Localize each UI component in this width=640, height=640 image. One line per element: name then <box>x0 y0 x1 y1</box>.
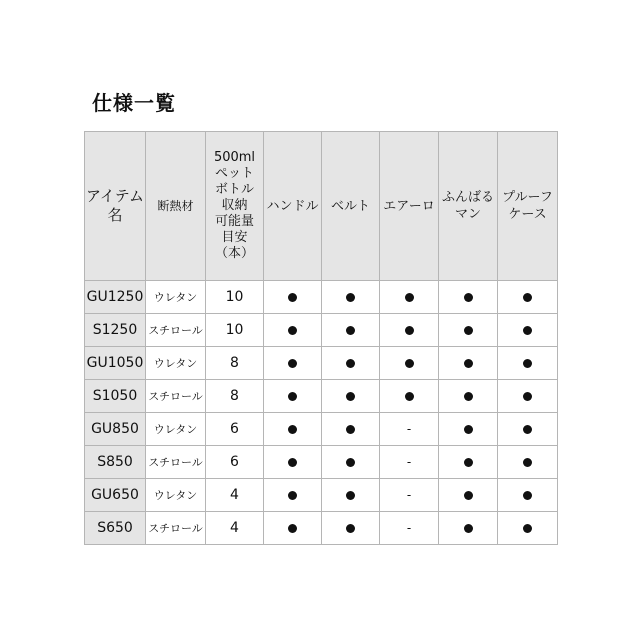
mark-dot-icon <box>346 425 355 434</box>
cell-funbaruman <box>439 512 498 545</box>
mark-dot-icon <box>464 293 473 302</box>
mark-dash: - <box>406 488 412 502</box>
mark-dot-icon <box>464 524 473 533</box>
header-capacity-line: 500ml <box>213 150 256 165</box>
cell-capacity: 10 <box>206 281 264 314</box>
table-row <box>85 446 558 479</box>
mark-dot-icon <box>405 293 414 302</box>
spec-table <box>84 131 558 545</box>
mark-dot-icon <box>464 458 473 467</box>
cell-item-name: S650 <box>85 512 146 545</box>
mark-dot-icon <box>523 458 532 467</box>
cell-funbaruman <box>439 479 498 512</box>
header-funbaruman-line: マン <box>454 207 481 222</box>
mark-dot-icon <box>288 392 297 401</box>
cell-item-name: GU650 <box>85 479 146 512</box>
cell-proof-case <box>498 347 558 380</box>
mark-dot-icon <box>288 359 297 368</box>
cell-air-port <box>380 479 439 512</box>
cell-handle <box>264 281 322 314</box>
cell-insulation: スチロール <box>146 380 206 413</box>
cell-insulation: ウレタン <box>146 347 206 380</box>
mark-dot-icon <box>346 326 355 335</box>
mark-dot-icon <box>523 491 532 500</box>
cell-funbaruman <box>439 413 498 446</box>
cell-handle <box>264 512 322 545</box>
mark-dot-icon <box>346 458 355 467</box>
header-capacity <box>206 132 264 281</box>
mark-dot-icon <box>346 524 355 533</box>
cell-capacity: 4 <box>206 512 264 545</box>
header-item-name-line: 名 <box>107 206 123 224</box>
cell-item-name: GU1050 <box>85 347 146 380</box>
mark-dash: - <box>406 521 412 535</box>
mark-dot-icon <box>346 392 355 401</box>
cell-proof-case <box>498 479 558 512</box>
header-item-name-line: アイテム <box>86 187 144 205</box>
table-row <box>85 314 558 347</box>
header-capacity-line: 可能量 <box>214 214 254 229</box>
header-capacity-line: ボトル <box>214 182 254 197</box>
cell-proof-case <box>498 512 558 545</box>
cell-proof-case <box>498 413 558 446</box>
cell-item-name: S1250 <box>85 314 146 347</box>
table-row <box>85 281 558 314</box>
mark-dot-icon <box>523 425 532 434</box>
cell-handle <box>264 479 322 512</box>
cell-belt <box>322 446 380 479</box>
cell-air-port <box>380 446 439 479</box>
mark-dot-icon <box>523 326 532 335</box>
cell-funbaruman <box>439 314 498 347</box>
mark-dash: - <box>406 455 412 469</box>
cell-proof-case <box>498 380 558 413</box>
cell-air-port <box>380 413 439 446</box>
mark-dot-icon <box>464 491 473 500</box>
cell-funbaruman <box>439 347 498 380</box>
cell-capacity: 8 <box>206 380 264 413</box>
header-proof-case-line: プルーフ <box>502 190 553 205</box>
table-row <box>85 479 558 512</box>
cell-funbaruman <box>439 380 498 413</box>
cell-air-port <box>380 314 439 347</box>
mark-dot-icon <box>464 392 473 401</box>
mark-dot-icon <box>523 359 532 368</box>
cell-belt <box>322 380 380 413</box>
cell-insulation: スチロール <box>146 314 206 347</box>
cell-proof-case <box>498 281 558 314</box>
cell-funbaruman <box>439 281 498 314</box>
cell-insulation: スチロール <box>146 446 206 479</box>
mark-dot-icon <box>346 491 355 500</box>
mark-dot-icon <box>523 524 532 533</box>
cell-handle <box>264 347 322 380</box>
cell-item-name: GU1250 <box>85 281 146 314</box>
table-row <box>85 413 558 446</box>
cell-proof-case <box>498 314 558 347</box>
cell-item-name: GU850 <box>85 413 146 446</box>
mark-dot-icon <box>405 326 414 335</box>
cell-belt <box>322 512 380 545</box>
mark-dot-icon <box>288 425 297 434</box>
header-capacity-line: ペット <box>214 166 254 181</box>
cell-insulation: ウレタン <box>146 281 206 314</box>
cell-handle <box>264 314 322 347</box>
header-belt: ベルト <box>322 132 380 281</box>
mark-dot-icon <box>523 293 532 302</box>
cell-funbaruman <box>439 446 498 479</box>
cell-item-name: S850 <box>85 446 146 479</box>
header-insulation: 断熱材 <box>146 132 206 281</box>
mark-dot-icon <box>288 326 297 335</box>
cell-handle <box>264 413 322 446</box>
mark-dot-icon <box>464 425 473 434</box>
mark-dash: - <box>406 422 412 436</box>
cell-air-port <box>380 380 439 413</box>
page-title: 仕様一覧 <box>92 91 176 115</box>
cell-air-port <box>380 347 439 380</box>
header-capacity-line: （本） <box>214 246 254 261</box>
cell-proof-case <box>498 446 558 479</box>
table-row <box>85 512 558 545</box>
cell-belt <box>322 413 380 446</box>
mark-dot-icon <box>523 392 532 401</box>
cell-belt <box>322 281 380 314</box>
cell-insulation: ウレタン <box>146 413 206 446</box>
mark-dot-icon <box>288 293 297 302</box>
header-capacity-line: 目安 <box>221 230 248 245</box>
cell-belt <box>322 479 380 512</box>
cell-capacity: 10 <box>206 314 264 347</box>
cell-capacity: 6 <box>206 446 264 479</box>
header-proof-case-line: ケース <box>508 207 547 222</box>
header-proof-case <box>498 132 558 281</box>
cell-air-port <box>380 281 439 314</box>
mark-dot-icon <box>405 392 414 401</box>
cell-capacity: 8 <box>206 347 264 380</box>
table-row <box>85 380 558 413</box>
mark-dot-icon <box>464 326 473 335</box>
cell-belt <box>322 347 380 380</box>
header-funbaruman <box>439 132 498 281</box>
mark-dot-icon <box>464 359 473 368</box>
cell-air-port <box>380 512 439 545</box>
mark-dot-icon <box>346 359 355 368</box>
mark-dot-icon <box>288 524 297 533</box>
cell-capacity: 6 <box>206 413 264 446</box>
cell-insulation: ウレタン <box>146 479 206 512</box>
table-row <box>85 347 558 380</box>
header-funbaruman-line: ふんばる <box>441 190 494 205</box>
mark-dot-icon <box>288 491 297 500</box>
cell-insulation: スチロール <box>146 512 206 545</box>
cell-handle <box>264 446 322 479</box>
mark-dot-icon <box>288 458 297 467</box>
header-item-name <box>85 132 146 281</box>
header-row <box>85 132 558 281</box>
cell-item-name: S1050 <box>85 380 146 413</box>
header-handle: ハンドル <box>264 132 322 281</box>
cell-handle <box>264 380 322 413</box>
header-capacity-line: 収納 <box>221 198 248 213</box>
table-body <box>85 281 558 545</box>
cell-belt <box>322 314 380 347</box>
cell-capacity: 4 <box>206 479 264 512</box>
mark-dot-icon <box>346 293 355 302</box>
table-header <box>85 132 558 281</box>
mark-dot-icon <box>405 359 414 368</box>
header-air-port: エアーロ <box>380 132 439 281</box>
